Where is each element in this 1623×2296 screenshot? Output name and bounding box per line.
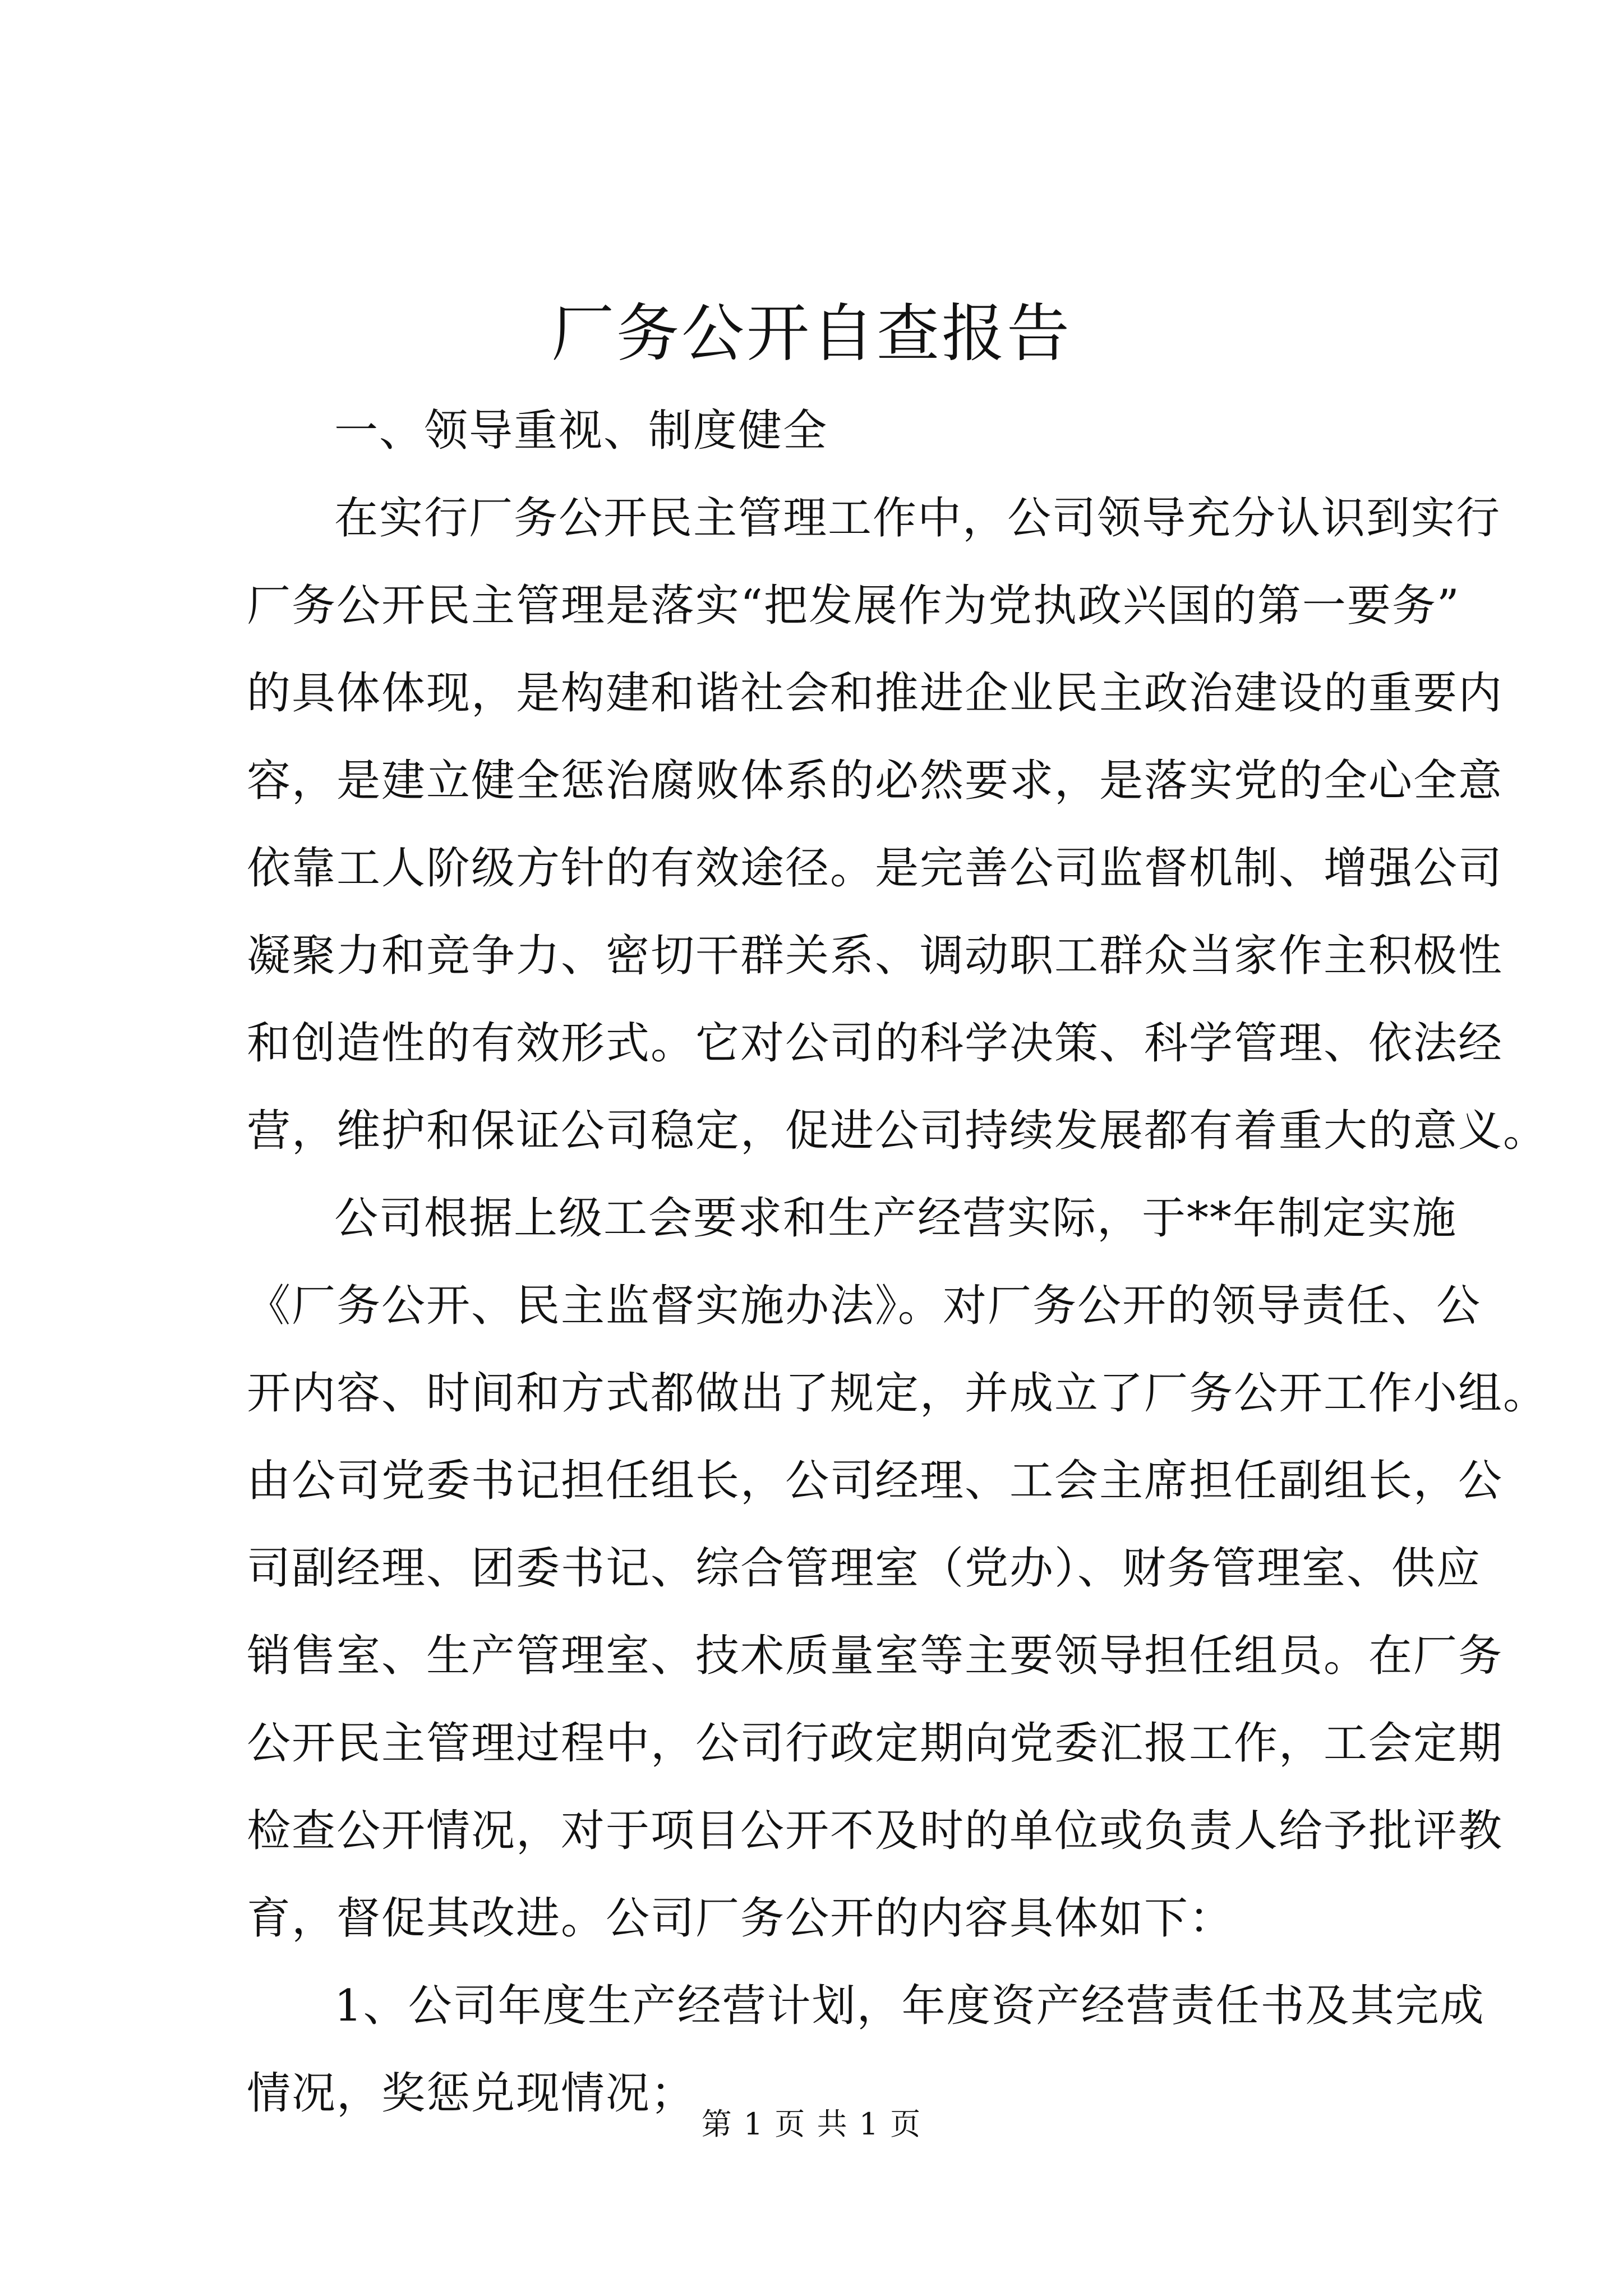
- page-footer: 第 1 页 共 1 页: [701, 2106, 922, 2142]
- paragraph-line: 育，督促其改进。公司厂务公开的内容具体如下：: [247, 1893, 1234, 1944]
- paragraph-line: 《厂务公开、民主监督实施办法》。对厂务公开的领导责任、公: [247, 1281, 1482, 1331]
- paragraph-line: 的具体体现，是构建和谐社会和推进企业民主政治建设的重要内: [247, 668, 1504, 719]
- paragraph-line: 司副经理、团委书记、综合管理室（党办）、财务管理室、供应: [247, 1543, 1482, 1594]
- paragraph-line: 公开民主管理过程中，公司行政定期向党委汇报工作，工会定期: [247, 1718, 1504, 1769]
- paragraph-line: 公司根据上级工会要求和生产经营实际，于**年制定实施: [334, 1193, 1458, 1244]
- paragraph-line: 检查公开情况，对于项目公开不及时的单位或负责人给予批评教: [247, 1806, 1504, 1856]
- section-heading: 一、领导重视、制度健全: [334, 406, 828, 456]
- list-item-line: 1、公司年度生产经营计划，年度资产经营责任书及其完成: [334, 1981, 1485, 2031]
- paragraph-line: 厂务公开民主管理是落实“把发展作为党执政兴国的第一要务”: [247, 581, 1460, 631]
- document-body: [247, 387, 1548, 2137]
- list-item-line: 情况，奖惩兑现情况；: [247, 2068, 696, 2119]
- paragraph-line: 在实行厂务公开民主管理工作中，公司领导充分认识到实行: [334, 493, 1501, 544]
- paragraph-line: 营，维护和保证公司稳定，促进公司持续发展都有着重大的意义。: [247, 1106, 1548, 1156]
- paragraph-line: 和创造性的有效形式。它对公司的科学决策、科学管理、依法经: [247, 1018, 1504, 1069]
- paragraph-line: 由公司党委书记担任组长，公司经理、工会主席担任副组长，公: [247, 1456, 1504, 1506]
- paragraph-line: 凝聚力和竞争力、密切干群关系、调动职工群众当家作主积极性: [247, 931, 1504, 981]
- paragraph-line: 开内容、时间和方式都做出了规定，并成立了厂务公开工作小组。: [247, 1368, 1548, 1419]
- paragraph-line: 销售室、生产管理室、技术质量室等主要领导担任组员。在厂务: [247, 1631, 1504, 1681]
- paragraph-line: 依靠工人阶级方针的有效途径。是完善公司监督机制、增强公司: [247, 843, 1504, 894]
- document-title: 厂务公开自查报告: [551, 297, 1072, 370]
- paragraph-line: 容，是建立健全惩治腐败体系的必然要求，是落实党的全心全意: [247, 756, 1504, 806]
